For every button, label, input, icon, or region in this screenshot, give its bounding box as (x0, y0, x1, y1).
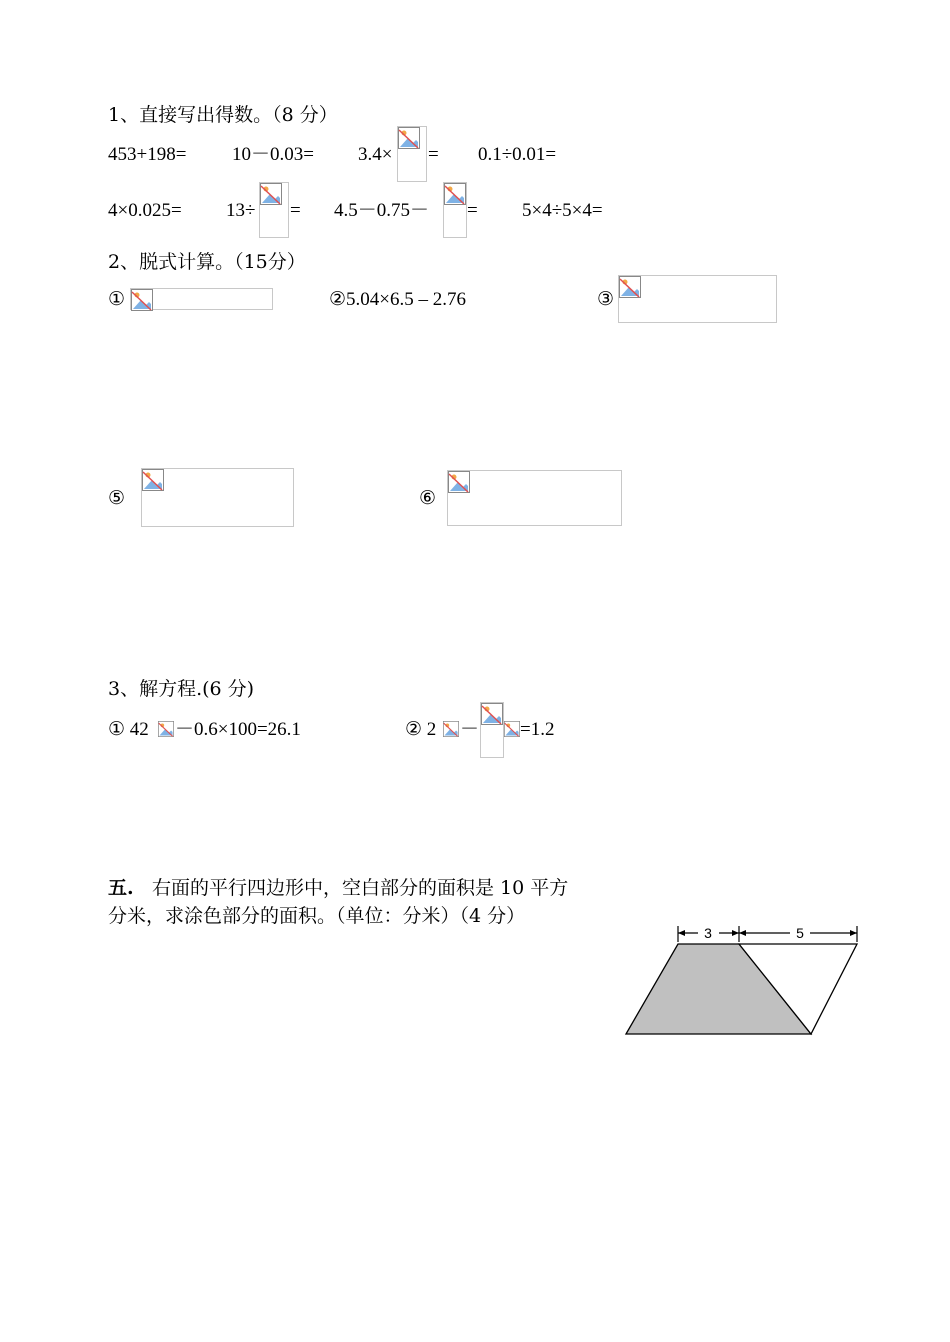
q1-item-3: 3.4× (358, 144, 393, 165)
q1-item-2: 10－0.03= (232, 144, 314, 165)
broken-image-icon (481, 703, 503, 725)
q1-heading: 1、直接写出得数。（8 分） (108, 104, 338, 126)
q2-item-5-marker: ⑤ (108, 488, 126, 509)
broken-image-icon (448, 471, 470, 493)
q3-heading: 3、解方程.(6 分) (108, 678, 255, 700)
broken-image-icon (444, 183, 466, 205)
image-placeholder (443, 182, 467, 238)
q3-eq2-minus: － (460, 719, 480, 740)
image-placeholder (480, 702, 504, 758)
broken-image-icon (398, 127, 420, 149)
q1-item-1: 453+198= (108, 144, 187, 165)
q5-text-line1: 右面的平行四边形中，空白部分的面积是 10 平方 (152, 877, 569, 899)
q5-label: 五. (108, 877, 134, 899)
q5-text-line2: 分米，求涂色部分的面积。（单位：分米）（4 分） (108, 905, 526, 927)
image-placeholder (130, 288, 273, 310)
q2-item-6-marker: ⑥ (419, 488, 437, 509)
q1-item-5: 4×0.025= (108, 200, 182, 221)
image-placeholder (397, 126, 427, 182)
q2-item-2: ②5.04×6.5 – 2.76 (329, 289, 466, 310)
broken-image-icon (131, 289, 153, 311)
q1-item-8: 5×4÷5×4= (522, 200, 603, 221)
dimension-label-5: 5 (796, 925, 804, 941)
q1-item-7: 4.5－0.75－ (334, 200, 430, 221)
parallelogram-figure (620, 918, 870, 1042)
q3-eq2-end: =1.2 (520, 719, 555, 740)
q2-item-3-marker: ③ (597, 289, 615, 310)
q3-eq1-start: ① 42 (108, 719, 149, 740)
q1-item-4: 0.1÷0.01= (478, 144, 557, 165)
q1-item-6-eq: = (290, 200, 301, 221)
broken-image-icon (504, 721, 520, 737)
q1-item-7-eq: = (467, 200, 478, 221)
image-placeholder (447, 470, 622, 526)
broken-image-icon (619, 276, 641, 298)
q3-eq2-start: ② 2 (405, 719, 437, 740)
broken-image-icon (142, 469, 164, 491)
image-placeholder (259, 182, 289, 238)
q1-item-6: 13÷ (226, 200, 256, 221)
q1-item-3-eq: = (428, 144, 439, 165)
q2-heading: 2、脱式计算。（15分） (108, 251, 306, 273)
image-placeholder (141, 468, 294, 527)
broken-image-icon (158, 721, 174, 737)
q3-eq1-rest: －0.6×100=26.1 (175, 719, 301, 740)
image-placeholder (618, 275, 777, 323)
broken-image-icon (260, 183, 282, 205)
q2-item-1-marker: ① (108, 289, 126, 310)
broken-image-icon (443, 721, 459, 737)
dimension-label-3: 3 (704, 925, 712, 941)
